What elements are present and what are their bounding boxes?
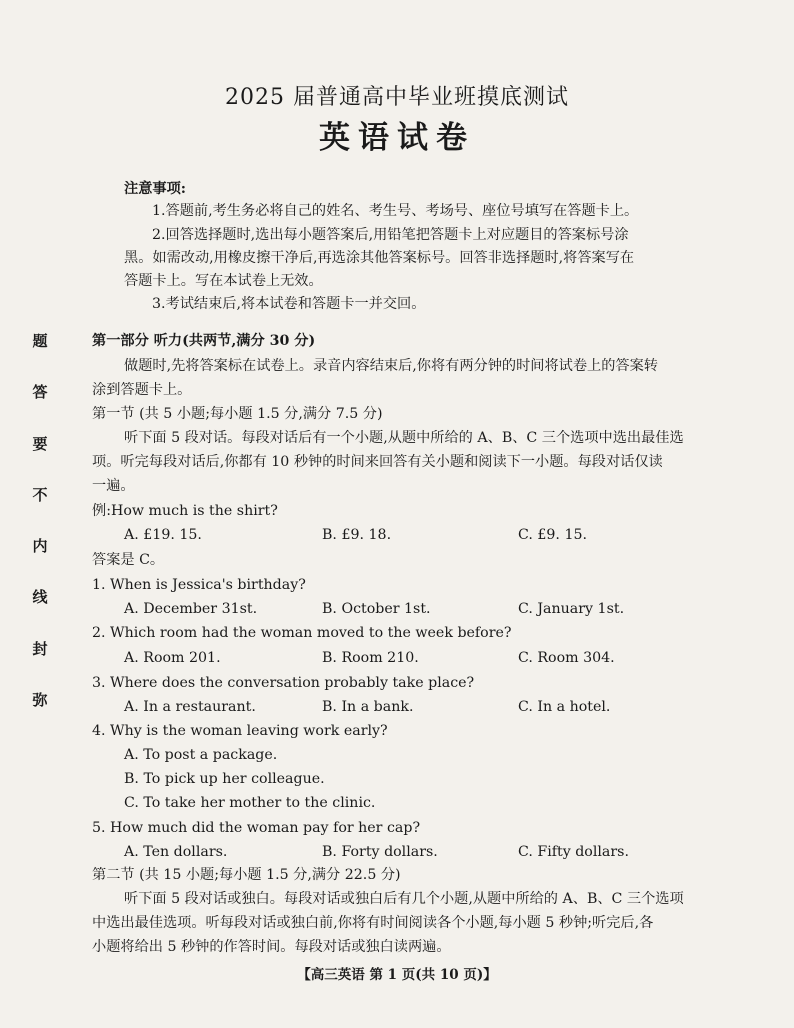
notice-heading: 注意事项: bbox=[124, 181, 186, 197]
question-stem: 5. How much did the woman pay for her cap? bbox=[92, 820, 421, 836]
notice-line: 3.考试结束后,将本试卷和答题卡一并交回。 bbox=[152, 296, 426, 312]
notice-line: 黑。如需改动,用橡皮擦干净后,再选涂其他答案标号。回答非选择题时,将答案写在 bbox=[124, 250, 635, 266]
section1-heading: 第一节 (共 5 小题;每小题 1.5 分,满分 7.5 分) bbox=[92, 406, 383, 422]
notice-line: 答题卡上。写在本试卷上无效。 bbox=[124, 273, 323, 289]
option-c: C. Fifty dollars. bbox=[518, 844, 629, 860]
section2-heading: 第二节 (共 15 小题;每小题 1.5 分,满分 22.5 分) bbox=[92, 867, 401, 883]
strip-char: 弥 bbox=[32, 690, 48, 709]
page-footer: 【高三英语 第 1 页(共 10 页)】 bbox=[297, 967, 497, 983]
strip-char: 不 bbox=[32, 485, 48, 504]
example-answer: 答案是 C。 bbox=[92, 552, 165, 568]
example-question: 例:How much is the shirt? bbox=[92, 503, 278, 519]
section2-intro: 中选出最佳选项。听每段对话或独白前,你将有时间阅读各个小题,每小题 5 秒钟;听完后,各 bbox=[92, 915, 654, 931]
exam-subject: 英语试卷 bbox=[319, 120, 475, 156]
option-a: A. December 31st. bbox=[124, 601, 258, 617]
notice-line: 2.回答选择题时,选出每小题答案后,用铅笔把答题卡上对应题目的答案标号涂 bbox=[152, 227, 629, 243]
option-c: C. In a hotel. bbox=[518, 699, 611, 715]
section1-intro: 项。听完每段对话后,你都有 10 秒钟的时间来回答有关小题和阅读下一小题。每段对话仅读 bbox=[92, 454, 663, 470]
option-a: A. Ten dollars. bbox=[124, 844, 228, 860]
example-option-c: C. £9. 15. bbox=[518, 527, 588, 543]
strip-char: 内 bbox=[32, 537, 48, 556]
strip-char: 封 bbox=[32, 639, 48, 658]
strip-char: 题 bbox=[32, 332, 48, 350]
option-c: C. January 1st. bbox=[518, 601, 625, 617]
example-option-b: B. £9. 18. bbox=[322, 527, 392, 543]
option-b: B. October 1st. bbox=[322, 601, 431, 617]
option-b: B. Forty dollars. bbox=[322, 844, 438, 860]
question-stem: 4. Why is the woman leaving work early? bbox=[92, 723, 388, 739]
question-stem: 2. Which room had the woman moved to the week before? bbox=[92, 625, 512, 641]
part1-heading: 第一部分 听力(共两节,满分 30 分) bbox=[92, 333, 316, 349]
option-c: C. Room 304. bbox=[518, 650, 615, 666]
section2-intro: 听下面 5 段对话或独白。每段对话或独白后有几个小题,从题中所给的 A、B、C 三个选项 bbox=[124, 891, 684, 907]
question-stem: 1. When is Jessica's birthday? bbox=[92, 577, 306, 593]
option-a: A. Room 201. bbox=[124, 650, 221, 666]
strip-char: 答 bbox=[32, 383, 48, 402]
option-b: B. To pick up her colleague. bbox=[124, 771, 325, 787]
option-a: A. In a restaurant. bbox=[124, 699, 256, 715]
option-c: C. To take her mother to the clinic. bbox=[124, 795, 376, 811]
strip-char: 要 bbox=[32, 434, 48, 453]
option-b: B. Room 210. bbox=[322, 650, 419, 666]
exam-title: 2025 届普通高中毕业班摸底测试 bbox=[225, 85, 569, 110]
section2-intro: 小题将给出 5 秒钟的作答时间。每段对话或独白读两遍。 bbox=[92, 939, 451, 955]
seal-line-strip bbox=[28, 330, 52, 710]
part1-intro: 涂到答题卡上。 bbox=[92, 382, 192, 398]
option-a: A. To post a package. bbox=[124, 747, 278, 763]
section1-intro: 听下面 5 段对话。每段对话后有一个小题,从题中所给的 A、B、C 三个选项中选出最佳选 bbox=[124, 430, 684, 446]
question-stem: 3. Where does the conversation probably take place? bbox=[92, 675, 475, 691]
part1-intro: 做题时,先将答案标在试卷上。录音内容结束后,你将有两分钟的时间将试卷上的答案转 bbox=[124, 358, 658, 374]
option-b: B. In a bank. bbox=[322, 699, 414, 715]
strip-char: 线 bbox=[32, 588, 48, 607]
section1-intro: 一遍。 bbox=[92, 478, 135, 494]
notice-line: 1.答题前,考生务必将自己的姓名、考生号、考场号、座位号填写在答题卡上。 bbox=[152, 203, 639, 219]
example-option-a: A. £19. 15. bbox=[124, 527, 202, 543]
